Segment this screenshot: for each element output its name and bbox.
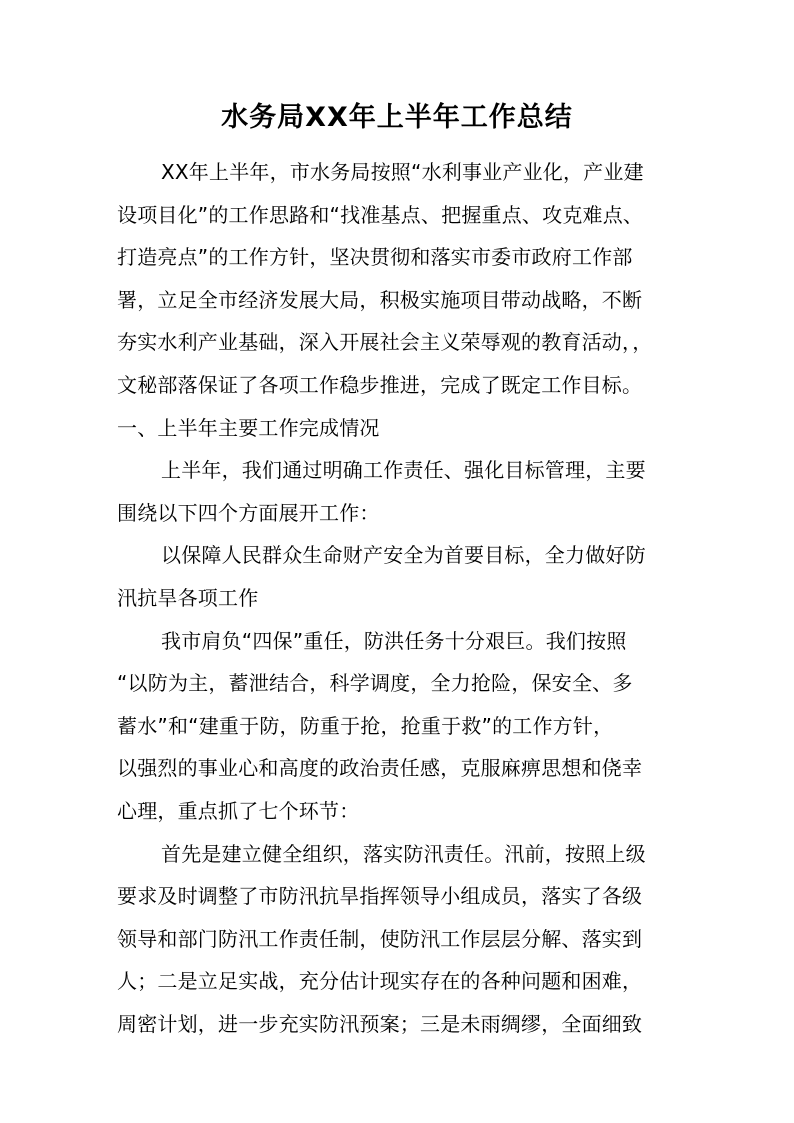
- text-line: 上半年，我们通过明确工作责任、强化目标管理，主要: [161, 458, 646, 483]
- text-line: 围绕以下四个方面展开工作：: [117, 500, 380, 525]
- text-line: 文秘部落保证了各项工作稳步推进，完成了既定工作目标。: [117, 372, 643, 397]
- text-line: 人；二是立足实战，充分估计现实存在的各种问题和困难，: [117, 969, 643, 994]
- text-line: 我市肩负“四保”重任，防洪任务十分艰巨。我们按照: [161, 628, 627, 653]
- section-heading: 一、上半年主要工作完成情况: [117, 415, 380, 440]
- text-line: XX年上半年，市水务局按照“水利事业产业化，产业建: [161, 160, 644, 184]
- text-line: 领导和部门防汛工作责任制，使防汛工作层层分解、落实到: [117, 926, 643, 951]
- text-line: 要求及时调整了市防汛抗旱指挥领导小组成员，落实了各级: [117, 884, 643, 909]
- document-body: [117, 151, 691, 1045]
- document-title: 水务局XX年上半年工作总结: [221, 102, 573, 133]
- text-line: 心理，重点抓了七个环节：: [117, 798, 360, 823]
- text-line: 以强烈的事业心和高度的政治责任感，克服麻痹思想和侥幸: [117, 756, 643, 781]
- text-line: 首先是建立健全组织，落实防汛责任。汛前，按照上级: [161, 841, 646, 866]
- text-line: 打造亮点”的工作方针，坚决贯彻和落实市委市政府工作部: [117, 245, 633, 270]
- text-line: 以保障人民群众生命财产安全为首要目标，全力做好防: [161, 543, 646, 568]
- text-line: 周密计划，进一步充实防汛预案；三是未雨绸缪，全面细致: [117, 1011, 643, 1036]
- text-line: 蓄水”和“建重于防，防重于抢，抢重于救”的工作方针，: [117, 713, 614, 738]
- text-line: 署，立足全市经济发展大局，积极实施项目带动战略，不断: [117, 287, 643, 312]
- text-line: “以防为主，蓄泄结合，科学调度，全力抢险，保安全、多: [117, 671, 633, 696]
- text-line: 设项目化”的工作思路和“找准基点、把握重点、攻克难点、: [117, 202, 644, 227]
- text-line: 汛抗旱各项工作: [117, 585, 259, 610]
- text-line: 夯实水利产业基础，深入开展社会主义荣辱观的教育活动，，: [117, 330, 653, 355]
